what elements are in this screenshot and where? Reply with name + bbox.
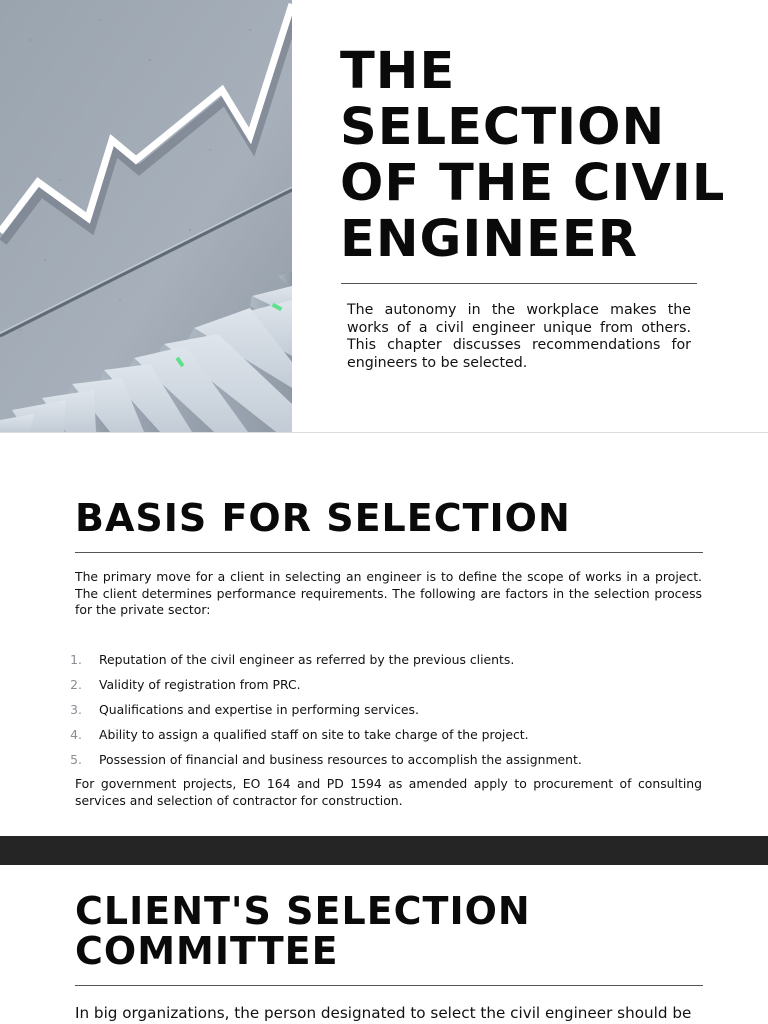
basis-intro: The primary move for a client in selecting an engineer is to define the scope of works in a project. The client determines performance requirements. The following are factors in the selection process for the private sector: [75,569,702,617]
list-item-text: Ability to assign a qualified staff on site to take charge of the project. [99,727,529,742]
committee-divider [75,985,703,986]
list-number: 3. [70,702,82,717]
selection-factors-list [60,650,710,775]
title-divider [341,283,697,284]
chapter-description: The autonomy in the workplace makes the works of a civil engineer unique from others. This chapter discusses recommendations for engineers to be selected. [347,302,691,371]
page-title: THE SELECTION OF THE CIVIL ENGINEER [340,42,726,269]
basis-heading: BASIS FOR SELECTION [75,496,571,540]
list-item [60,700,710,725]
list-number: 2. [70,677,82,692]
list-item [60,675,710,700]
section-separator-band [0,836,768,865]
basis-divider [75,552,703,553]
list-number: 1. [70,652,82,667]
list-item [60,650,710,675]
list-item [60,725,710,750]
list-number: 4. [70,727,82,742]
committee-text: In big organizations, the person designated to select the civil engineer should be [75,1004,692,1022]
hero-image-stairs-graph [0,0,292,432]
list-number: 5. [70,752,82,767]
list-item-text: Reputation of the civil engineer as referred by the previous clients. [99,652,515,667]
list-item-text: Possession of financial and business resources to accomplish the assignment. [99,752,582,767]
hero-divider [0,432,768,433]
hero-section [0,0,768,432]
list-item-text: Validity of registration from PRC. [99,677,301,692]
list-item [60,750,710,775]
government-note: For government projects, EO 164 and PD 1594 as amended apply to procurement of consulting services and selection of contractor for construction. [75,776,702,808]
committee-heading: CLIENT'S SELECTION COMMITTEE [75,889,531,973]
list-item-text: Qualifications and expertise in performing services. [99,702,419,717]
